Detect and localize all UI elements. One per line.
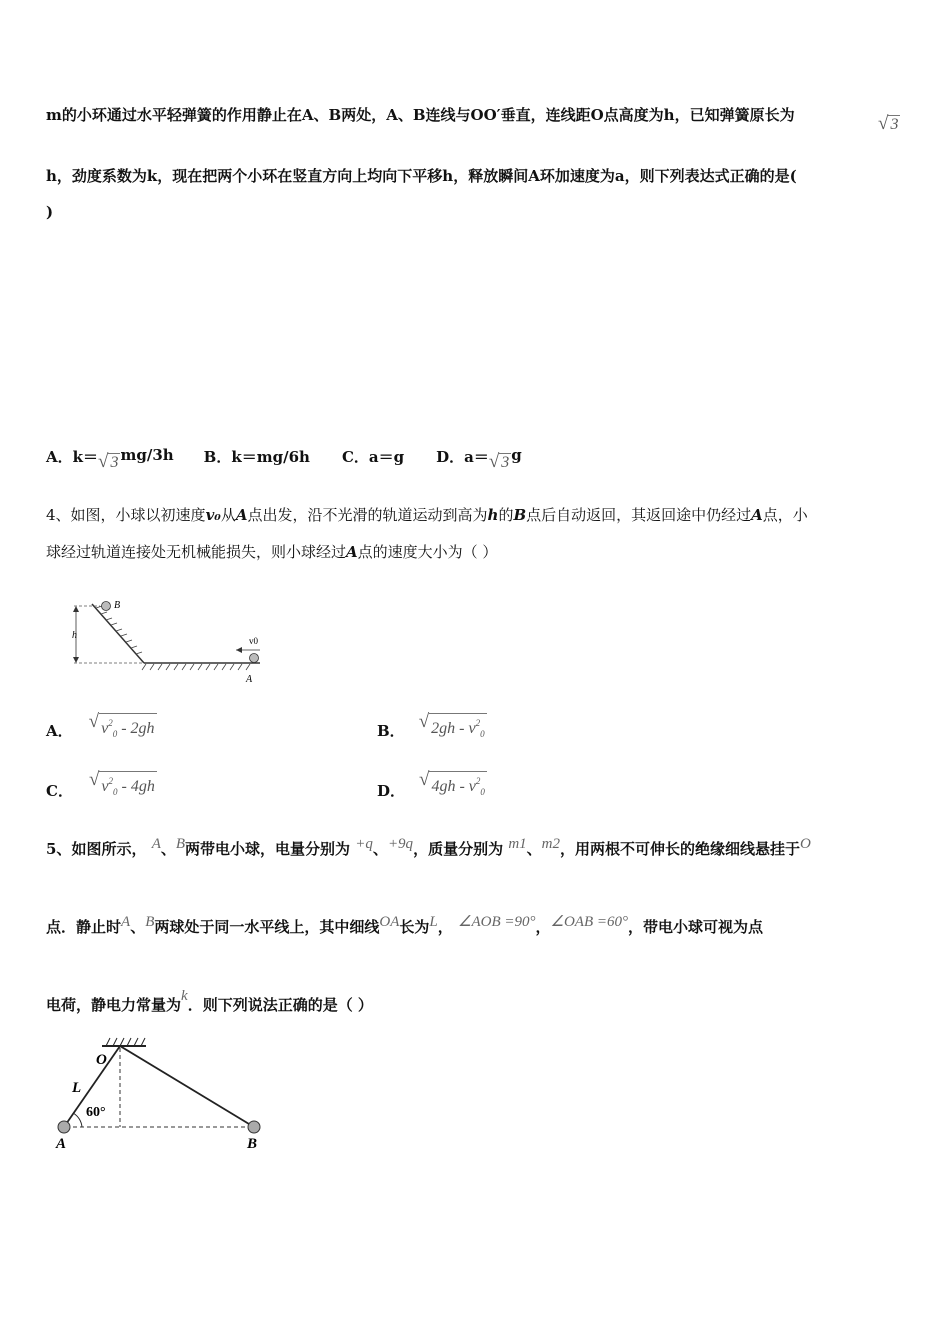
q3-option-d[interactable]: D．a＝ √ 3 g bbox=[436, 446, 522, 472]
q5-label-angle: 60° bbox=[86, 1105, 106, 1120]
q5-label-a: A bbox=[56, 1136, 67, 1152]
q3-options bbox=[46, 446, 522, 472]
q4-option-a[interactable]: A． √ $v^2_0 - 2gh$ bbox=[46, 712, 157, 743]
q4-ball-b bbox=[102, 602, 111, 611]
q4-label-a: A bbox=[246, 674, 253, 685]
q5-ball-b bbox=[248, 1121, 260, 1133]
q4-ball-a bbox=[250, 654, 259, 663]
q3-option-c[interactable]: C．a＝g bbox=[341, 448, 405, 466]
q4-option-c[interactable]: C． √ $v^2_0 - 4gh$ bbox=[46, 769, 155, 800]
q3-option-b[interactable]: B．k＝mg/6h bbox=[203, 448, 310, 466]
q3-line-2 bbox=[46, 165, 797, 186]
q5-label-l: L bbox=[72, 1080, 82, 1096]
q3-text-3: ) bbox=[46, 203, 54, 221]
q5-string-ob bbox=[120, 1046, 254, 1127]
q5-figure bbox=[52, 1034, 272, 1154]
q4-label-h: h bbox=[72, 630, 77, 641]
q5-label-b: B bbox=[247, 1136, 258, 1152]
q3-line-3 bbox=[46, 203, 53, 221]
q4-figure bbox=[60, 592, 270, 692]
q4-line-2: 球经过轨道连接处无机械能损失，则小球经过A点的速度大小为（ ） bbox=[46, 543, 498, 561]
q5-line-2: 点．静止时A、B两球处于同一水平线上，其中细线OA长为L， ∠AOB =90°，∠OAB =60°，带电小球可视为点 bbox=[46, 914, 763, 936]
q4-label-b: B bbox=[114, 600, 121, 611]
q3-text-2: h，劲度系数为k，现在把两个小环在竖直方向上均向下平移h，释放瞬间A环加速度为a，则下列表达式正确的是( bbox=[46, 167, 797, 185]
q3-line-1 bbox=[46, 104, 795, 125]
q3-option-a[interactable]: A．k＝ √ 3 mg/3h bbox=[46, 446, 174, 472]
q4-option-d[interactable]: D． √ $4gh - v^2_0$ bbox=[377, 769, 485, 800]
q4-option-b[interactable]: B． √ $2gh - v^2_0$ bbox=[377, 712, 487, 743]
q5-line-1: 5、如图所示， A、B两带电小球，电量分别为 +q、+9q，质量分别为 m1、m2，用两根不可伸长的绝缘细线悬挂于O bbox=[46, 836, 811, 858]
q5-label-o: O bbox=[96, 1052, 107, 1068]
q5-ball-a bbox=[58, 1121, 70, 1133]
q4-line-1: 4、如图，小球以初速度v₀从A点出发，沿不光滑的轨道运动到高为h的B点后自动返回，其返回途中仍经过A点，小 bbox=[46, 506, 808, 524]
q5-line-3: 电荷，静电力常量为k．则下列说法正确的是（ ） bbox=[46, 988, 373, 1014]
q4-label-v0: v0 bbox=[249, 636, 258, 646]
q3-sqrt-3: √ 3 bbox=[878, 113, 899, 134]
q3-text-1: m的小环通过水平轻弹簧的作用静止在A、B两处，A、B连线与OO′垂直，连线距O点高度为h，已知弹簧原长为 bbox=[46, 106, 795, 124]
